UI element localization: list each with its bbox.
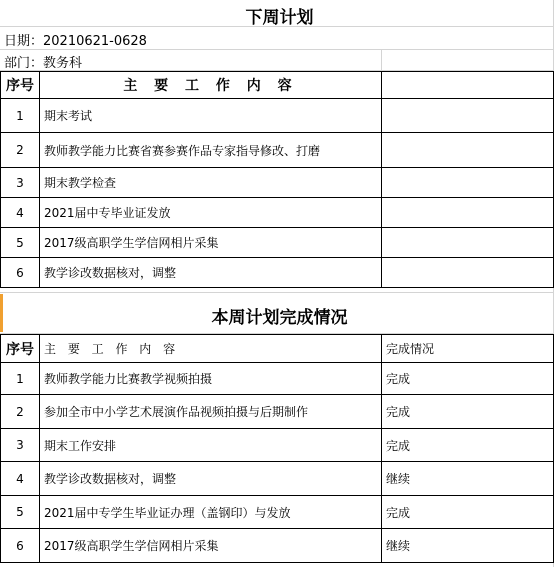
row-content: 2017级高职学生学信网相片采集: [40, 529, 382, 563]
row-content: 期末工作安排: [40, 429, 382, 462]
row-index: 2: [1, 133, 40, 168]
row-content: 期末考试: [40, 99, 382, 133]
row-status: 完成: [382, 496, 554, 529]
row-content: 参加全市中小学艺术展演作品视频拍摄与后期制作: [40, 395, 382, 429]
table-header-row: [1, 335, 554, 363]
table-header-row: [1, 72, 554, 99]
header-status: 完成情况: [382, 335, 554, 363]
row-status: 继续: [382, 529, 554, 563]
row-content: 教师教学能力比赛省赛参赛作品专家指导修改、打磨: [40, 133, 382, 168]
row-content: 教学诊改数据核对，调整: [40, 258, 382, 288]
row-index: 3: [1, 168, 40, 198]
gridline: [381, 49, 382, 71]
department-label: 部门：教务科: [4, 56, 83, 71]
row-index: 6: [1, 529, 40, 563]
row-index: 2: [1, 395, 40, 429]
gridline: [0, 292, 553, 293]
row-content: 期末教学检查: [40, 168, 382, 198]
date-label: 日期：20210621-0628: [4, 34, 147, 49]
row-content: 2017级高职学生学信网相片采集: [40, 228, 382, 258]
table-row: [1, 496, 554, 529]
row-index: 4: [1, 198, 40, 228]
row-content: 2021届中专毕业证发放: [40, 198, 382, 228]
table-row: [1, 395, 554, 429]
table-row: [1, 429, 554, 462]
row-content: 2021届中专学生毕业证办理（盖钢印）与发放: [40, 496, 382, 529]
header-index: 序号: [1, 335, 40, 363]
next-week-title: 下周计划: [245, 8, 314, 28]
row-index: 4: [1, 462, 40, 496]
next-week-table: [0, 71, 554, 288]
this-week-table: [0, 334, 554, 563]
header-empty: [382, 72, 554, 99]
header-content: 主 要 工 作 内 容: [40, 335, 382, 363]
row-content: 教学诊改数据核对，调整: [40, 462, 382, 496]
row-status: 完成: [382, 363, 554, 395]
table-row: [1, 133, 554, 168]
this-week-title: 本周计划完成情况: [211, 308, 348, 328]
row-status: 完成: [382, 395, 554, 429]
row-index: 6: [1, 258, 40, 288]
gridline: [0, 49, 553, 50]
row-index: 5: [1, 496, 40, 529]
table-row: [1, 462, 554, 496]
header-index: 序号: [1, 72, 40, 99]
row-empty-cell: [382, 133, 554, 168]
row-empty-cell: [382, 168, 554, 198]
table-row: [1, 168, 554, 198]
row-content: 教师教学能力比赛教学视频拍摄: [40, 363, 382, 395]
table-row: [1, 228, 554, 258]
table-row: [1, 198, 554, 228]
row-index: 3: [1, 429, 40, 462]
row-empty-cell: [382, 99, 554, 133]
table-row: [1, 258, 554, 288]
row-index: 1: [1, 363, 40, 395]
row-status: 完成: [382, 429, 554, 462]
table-row: [1, 363, 554, 395]
row-status: 继续: [382, 462, 554, 496]
table-row: [1, 99, 554, 133]
row-index: 5: [1, 228, 40, 258]
row-empty-cell: [382, 198, 554, 228]
header-content: 主 要 工 作 内 容: [40, 72, 382, 99]
table-row: [1, 529, 554, 563]
row-empty-cell: [382, 258, 554, 288]
row-empty-cell: [382, 228, 554, 258]
row-index: 1: [1, 99, 40, 133]
